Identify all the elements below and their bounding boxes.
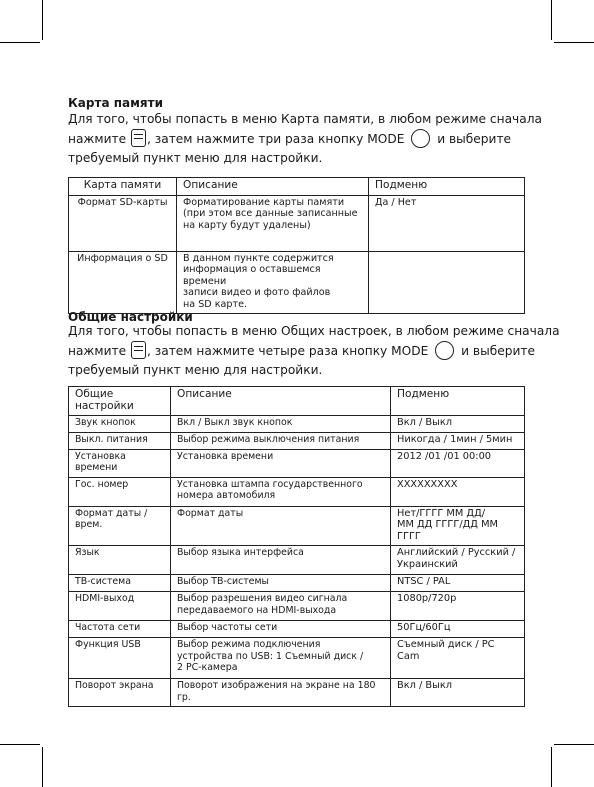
crop-mark [554, 744, 594, 745]
general-intro-line2 [68, 341, 538, 361]
mode-button-icon [435, 341, 454, 360]
description-line: В данном пункте содержится [183, 252, 334, 264]
description-line: Формат даты [177, 507, 244, 519]
description-line: передаваемого на HDMI-выхода [177, 604, 337, 616]
submenu-line: Да / Нет [375, 196, 417, 208]
description-line: Вкл / Выкл звук кнопок [177, 417, 293, 428]
general-section-title: Общие настройки [68, 310, 193, 324]
description-line: устройства по USB: 1 Съемный диск / [177, 650, 364, 662]
table-row [69, 638, 525, 679]
submenu-line: Вкл / Выкл [397, 417, 453, 428]
submenu-line: Нет/ГГГГ ММ ДД/ [397, 507, 486, 519]
table-row [69, 251, 525, 314]
crop-mark [551, 0, 552, 40]
header-cell: Подменю [391, 387, 525, 416]
cell-setting-name: Язык [69, 546, 171, 575]
cell-description [177, 195, 369, 251]
header-cell: Описание [171, 387, 391, 416]
cell-setting-name: Функция USB [69, 638, 171, 679]
intro-text: , затем нажмите три раза кнопку MODE [147, 132, 405, 146]
intro-text: нажмите [68, 132, 127, 146]
crop-mark [42, 747, 43, 787]
general-intro-line1: Для того, чтобы попасть в меню Общих настроек, в любом режиме сначала [68, 324, 560, 338]
cell-submenu [369, 251, 525, 314]
memory-intro-line3: требуемый пункт меню для настройки. [68, 151, 323, 165]
cell-description [171, 506, 391, 546]
submenu-line: XXXXXXXXX [397, 478, 458, 490]
header-cell: Карта памяти [69, 178, 177, 196]
submenu-line: NTSC / PAL [397, 576, 451, 587]
header-cell: Общие настройки [69, 387, 171, 416]
cell-setting-name: Формат SD-карты [69, 195, 177, 251]
submenu-line: 2012 /01 /01 00:00 [397, 450, 492, 462]
crop-mark [0, 744, 40, 745]
description-line: Выбор частоты сети [177, 622, 278, 633]
cell-description [171, 592, 391, 621]
cell-setting-name: Информация о SD [69, 251, 177, 314]
general-intro [68, 322, 560, 380]
description-line: Поворот изображения на экране на 180 гр. [177, 680, 376, 703]
table-row [69, 621, 525, 638]
cell-description [171, 416, 391, 433]
cell-setting-name: Формат даты / врем. [69, 506, 171, 546]
intro-text: и выберите [437, 132, 512, 146]
cell-setting-name: ТВ-система [69, 575, 171, 592]
memory-intro [68, 110, 542, 168]
description-line: на SD карте. [183, 298, 248, 310]
submenu-line: Съемный диск / PC Cam [397, 639, 495, 662]
submenu-line: 50Гц/60Гц [397, 622, 451, 633]
cell-setting-name: Частота сети [69, 621, 171, 638]
cell-description [171, 449, 391, 477]
cell-description [171, 432, 391, 449]
cell-description [177, 251, 369, 314]
description-line: Выбор режима подключения [177, 639, 321, 650]
submenu-line: Английский / Русский / [397, 547, 516, 558]
menu-button-icon [131, 341, 146, 359]
table-header-row [69, 387, 525, 416]
memory-section-title: Карта памяти [68, 96, 163, 110]
description-line: Выбор языка интерфейса [177, 547, 304, 558]
table-row [69, 416, 525, 433]
table-row [69, 575, 525, 592]
cell-description [171, 546, 391, 575]
intro-text: и выберите [461, 344, 535, 358]
cell-submenu [391, 546, 525, 575]
crop-mark [551, 747, 552, 787]
description-line: Установка времени [177, 450, 274, 462]
description-line: 2 PC-камера [177, 662, 238, 673]
description-line: на карту будут удалены) [183, 219, 311, 231]
header-cell: Подменю [369, 178, 525, 196]
crop-mark [42, 0, 43, 40]
cell-submenu [391, 575, 525, 592]
crop-mark [0, 42, 40, 43]
description-line: информация о оставшемся времени [183, 264, 321, 287]
submenu-line: Никогда / 1мин / 5мин [397, 433, 513, 445]
description-line: номера автомобиля [177, 490, 276, 501]
description-line: Выбор режима выключения питания [177, 433, 360, 445]
memory-intro-line2 [68, 129, 538, 149]
description-line: Установка штампа государственного [177, 478, 363, 490]
table-row [69, 477, 525, 506]
cell-setting-name: Гос. номер [69, 477, 171, 506]
cell-submenu [391, 416, 525, 433]
cell-submenu [369, 195, 525, 251]
cell-setting-name: Звук кнопок [69, 416, 171, 433]
menu-button-icon [131, 129, 146, 147]
intro-text: , затем нажмите четыре раза кнопку MODE [147, 344, 429, 358]
intro-text: нажмите [68, 344, 127, 358]
cell-description [171, 477, 391, 506]
cell-setting-name: Установка времени [69, 449, 171, 477]
general-intro-line3: требуемый пункт меню для настройки. [68, 363, 323, 377]
header-cell: Описание [177, 178, 369, 196]
general-table [68, 386, 525, 707]
table-row [69, 506, 525, 546]
cell-description [171, 575, 391, 592]
cell-submenu [391, 506, 525, 546]
mode-button-icon [411, 129, 430, 148]
description-line: записи видео и фото файлов [183, 287, 331, 298]
submenu-line: Украинский [397, 558, 458, 570]
memory-intro-line1: Для того, чтобы попасть в меню Карта памяти, в любом режиме сначала [68, 112, 542, 126]
cell-setting-name: Выкл. питания [69, 432, 171, 449]
description-line: Выбор ТВ-системы [177, 576, 269, 587]
cell-description [171, 679, 391, 707]
memory-table [68, 177, 525, 314]
cell-description [171, 638, 391, 679]
cell-submenu [391, 621, 525, 638]
table-row [69, 679, 525, 707]
crop-mark [554, 42, 594, 43]
table-header-row [69, 178, 525, 196]
cell-setting-name: HDMI-выход [69, 592, 171, 621]
description-line: Выбор разрешения видео сигнала [177, 593, 348, 604]
cell-submenu [391, 638, 525, 679]
submenu-line: ММ ДД ГГГГ/ДД ММ ГГГГ [397, 519, 498, 542]
cell-submenu [391, 449, 525, 477]
table-row [69, 592, 525, 621]
table-row [69, 195, 525, 251]
cell-submenu [391, 477, 525, 506]
cell-submenu [391, 679, 525, 707]
submenu-line: Вкл / Выкл [397, 680, 453, 691]
description-line: Форматирование карты памяти [183, 196, 345, 208]
cell-description [171, 621, 391, 638]
submenu-line: 1080p/720p [397, 593, 457, 604]
table-row [69, 432, 525, 449]
table-row [69, 449, 525, 477]
description-line: (при этом все данные записанные [183, 208, 358, 219]
cell-submenu [391, 432, 525, 449]
table-row [69, 546, 525, 575]
cell-setting-name: Поворот экрана [69, 679, 171, 707]
cell-submenu [391, 592, 525, 621]
